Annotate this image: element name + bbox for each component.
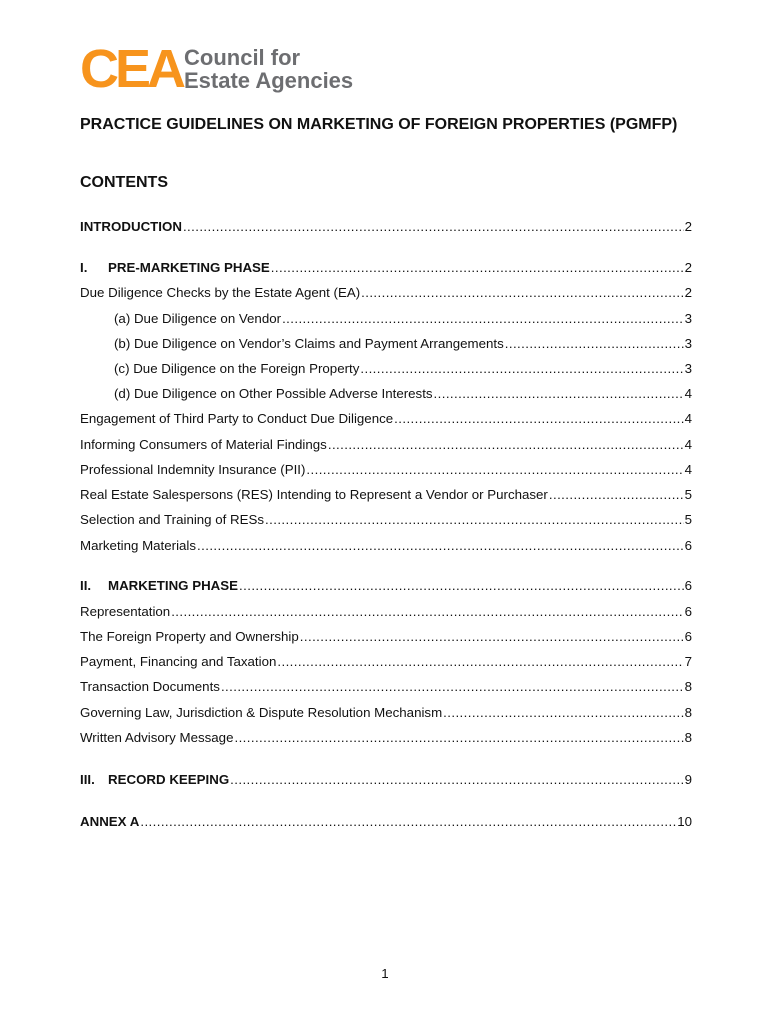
toc-leader-dots [394,410,683,428]
toc-entry-label: INTRODUCTION [80,219,182,234]
toc-entry-page: 2 [684,285,692,300]
toc-leader-dots [360,360,683,378]
toc-entry-page: 8 [684,730,692,745]
toc-entry-payment-financing[interactable] [80,653,692,671]
toc-entry-label: Representation [80,604,171,619]
toc-entry-page: 6 [684,578,692,593]
toc-entry-number: II. [80,578,92,593]
contents-heading: CONTENTS [80,174,168,191]
toc-entry-number: III. [80,772,95,787]
toc-entry-written-advisory[interactable] [80,729,692,747]
toc-entry-governing-law[interactable] [80,704,692,722]
toc-entry-page: 6 [684,538,692,553]
toc-entry-label: Transaction Documents [80,679,220,694]
toc-entry-label: (b) Due Diligence on Vendor’s Claims and Payment Arrangements [114,336,504,351]
toc-entry-dd-vendor-claims[interactable] [114,335,692,353]
toc-entry-page: 4 [684,462,692,477]
toc-entry-marketing-phase[interactable] [80,577,692,595]
toc-entry-dd-vendor[interactable] [114,310,692,328]
toc-entry-selection-training[interactable] [80,511,692,529]
toc-leader-dots [265,511,684,529]
toc-entry-label: Payment, Financing and Taxation [80,654,277,669]
toc-entry-page: 6 [684,604,692,619]
toc-entry-page: 3 [684,311,692,326]
toc-entry-pii[interactable] [80,461,692,479]
toc-entry-introduction[interactable] [80,218,692,236]
toc-entry-label: Professional Indemnity Insurance (PII) [80,462,306,477]
toc-entry-page: 9 [684,772,692,787]
cea-logo-letters: CEA [80,39,183,99]
toc-entry-label: RECORD KEEPING [108,772,230,787]
toc-entry-label: MARKETING PHASE [108,578,239,593]
toc-entry-label: (d) Due Diligence on Other Possible Adverse Interests [114,386,433,401]
logo-name-line1: Council for [184,45,301,70]
toc-entry-page: 8 [684,705,692,720]
toc-leader-dots [277,653,683,671]
toc-entry-label: Informing Consumers of Material Findings [80,437,327,452]
toc-leader-dots [306,461,683,479]
toc-entry-label: Real Estate Salespersons (RES) Intending to Represent a Vendor or Purchaser [80,487,548,502]
toc-entry-third-party[interactable] [80,410,692,428]
cea-logo-name [184,46,353,92]
toc-entry-page: 4 [684,437,692,452]
toc-entry-page: 2 [684,219,692,234]
page-number: 1 [381,966,389,981]
toc-leader-dots [271,259,684,277]
toc-entry-label: Due Diligence Checks by the Estate Agent (EA) [80,285,361,300]
toc-entry-label: The Foreign Property and Ownership [80,629,299,644]
toc-leader-dots [505,335,684,353]
toc-leader-dots [140,813,676,831]
toc-entry-page: 10 [677,814,692,829]
toc-entry-page: 3 [684,336,692,351]
toc-leader-dots [434,385,684,403]
toc-entry-page: 2 [684,260,692,275]
toc-leader-dots [549,486,684,504]
toc-entry-label: (c) Due Diligence on the Foreign Property [114,361,360,376]
toc-entry-foreign-property-ownership[interactable] [80,628,692,646]
toc-leader-dots [230,771,683,789]
toc-entry-representation[interactable] [80,603,692,621]
toc-entry-record-keeping[interactable] [80,771,692,789]
toc-entry-label: Engagement of Third Party to Conduct Due Diligence [80,411,394,426]
document-title: PRACTICE GUIDELINES ON MARKETING OF FOREIGN PROPERTIES (PGMFP) [80,116,678,133]
toc-leader-dots [171,603,683,621]
toc-entry-due-diligence-checks[interactable] [80,284,692,302]
cea-logo [80,39,380,99]
toc-entry-page: 6 [684,629,692,644]
toc-entry-informing-consumers[interactable] [80,436,692,454]
toc-entry-label: (a) Due Diligence on Vendor [114,311,282,326]
toc-entry-dd-adverse-interests[interactable] [114,385,692,403]
toc-entry-marketing-materials[interactable] [80,537,692,555]
toc-leader-dots [300,628,684,646]
toc-entry-res[interactable] [80,486,692,504]
toc-entry-pre-marketing-phase[interactable] [80,259,692,277]
toc-entry-page: 7 [684,654,692,669]
toc-entry-page: 4 [684,386,692,401]
toc-leader-dots [328,436,684,454]
toc-entry-dd-foreign-property[interactable] [114,360,692,378]
toc-entry-page: 5 [684,512,692,527]
toc-entry-label: Selection and Training of RESs [80,512,265,527]
toc-entry-page: 3 [684,361,692,376]
toc-entry-page: 4 [684,411,692,426]
toc-entry-label: Governing Law, Jurisdiction & Dispute Resolution Mechanism [80,705,443,720]
cea-logo-mark [80,39,183,99]
toc-leader-dots [234,729,683,747]
toc-entry-number: I. [80,260,88,275]
toc-leader-dots [183,218,684,236]
toc-leader-dots [197,537,684,555]
toc-leader-dots [239,577,684,595]
toc-leader-dots [443,704,683,722]
logo-name-line2: Estate Agencies [184,68,354,93]
toc-entry-page: 8 [684,679,692,694]
toc-entry-page: 5 [684,487,692,502]
toc-entry-label: Written Advisory Message [80,730,234,745]
toc-entry-transaction-documents[interactable] [80,678,692,696]
toc-leader-dots [221,678,684,696]
toc-entry-label: PRE-MARKETING PHASE [108,260,270,275]
toc-entry-annex-a[interactable] [80,813,692,831]
toc-leader-dots [282,310,684,328]
toc-entry-label: ANNEX A [80,814,140,829]
toc-leader-dots [361,284,683,302]
toc-entry-label: Marketing Materials [80,538,197,553]
